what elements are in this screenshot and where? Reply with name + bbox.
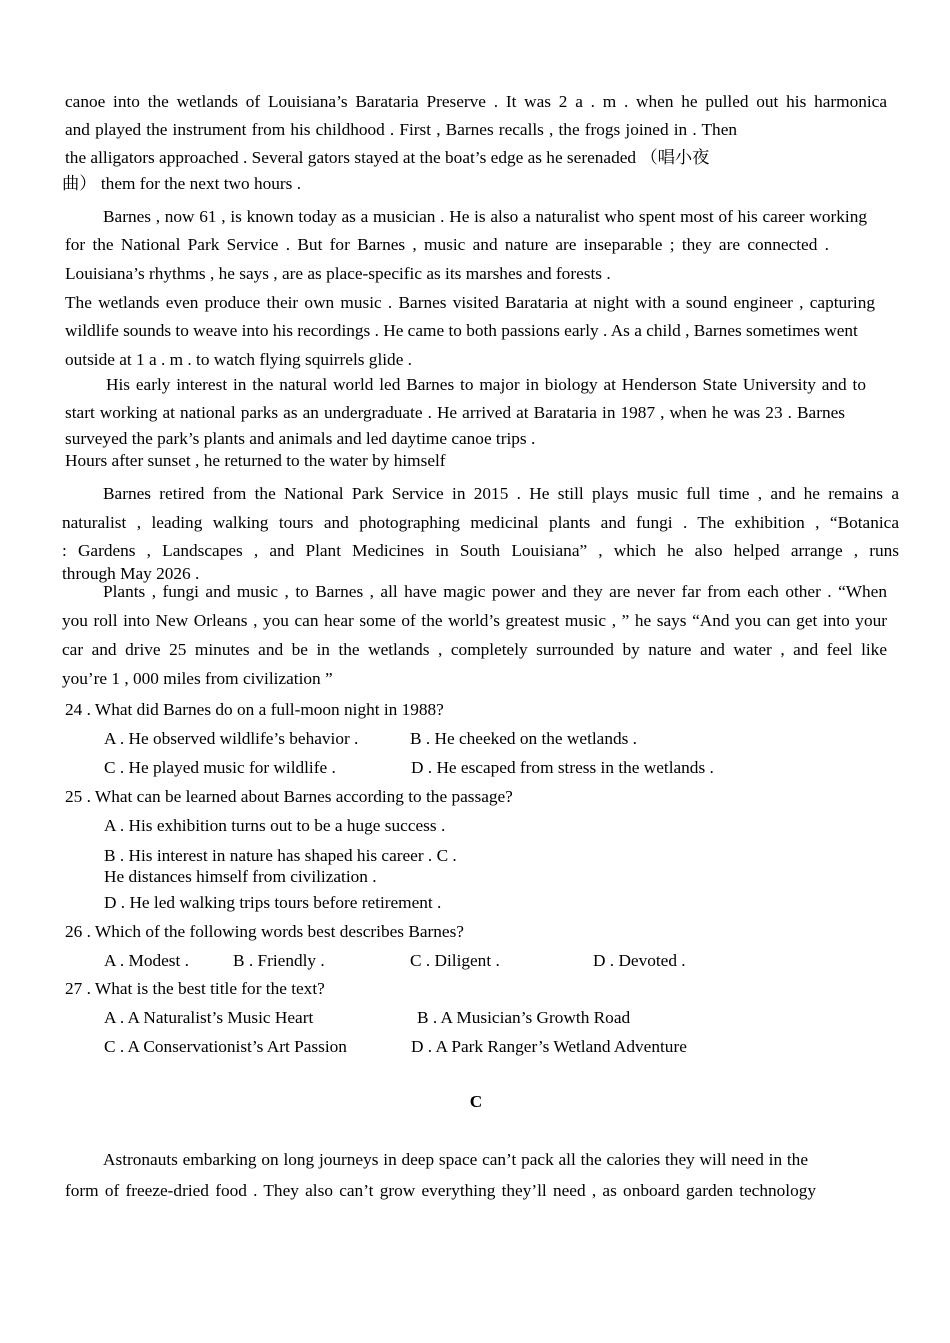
passage-b-line: the alligators approached . Several gators stayed at the boat’s edge as he serenaded （唱小夜 xyxy=(65,148,710,167)
passage-b-line: for the National Park Service . But for Barnes , music and nature are inseparable ; they are connected . xyxy=(65,235,829,254)
question-24-stem: 24 . What did Barnes do on a full-moon night in 1988? xyxy=(65,700,444,719)
question-24-option-d: D . He escaped from stress in the wetlands . xyxy=(411,758,714,777)
question-26-option-b: B . Friendly . xyxy=(233,951,325,970)
passage-b-line: car and drive 25 minutes and be in the wetlands , completely surrounded by nature and water , and feel like xyxy=(62,640,887,659)
passage-b-line: His early interest in the natural world led Barnes to major in biology at Henderson State University and to xyxy=(106,375,866,394)
passage-b-line: naturalist , leading walking tours and photographing medicinal plants and fungi . The exhibition , “Botanica xyxy=(62,513,899,532)
question-26-stem: 26 . Which of the following words best describes Barnes? xyxy=(65,922,464,941)
passage-b-line: Louisiana’s rhythms , he says , are as place-specific as its marshes and forests . xyxy=(65,264,611,283)
section-heading: C xyxy=(469,1092,483,1111)
passage-b-line: and played the instrument from his childhood . First , Barnes recalls , the frogs joined in . Then xyxy=(65,120,737,139)
question-27-stem: 27 . What is the best title for the text? xyxy=(65,979,325,998)
passage-b-line: Plants , fungi and music , to Barnes , all have magic power and they are never far from each other . “When xyxy=(103,582,887,601)
question-24-option-c: C . He played music for wildlife . xyxy=(104,758,336,777)
question-25-option-a: A . His exhibition turns out to be a huge success . xyxy=(104,816,446,835)
passage-b-line: : Gardens , Landscapes , and Plant Medicines in South Louisiana” , which he also helped arrange , runs xyxy=(62,541,899,560)
passage-c-line: Astronauts embarking on long journeys in deep space can’t pack all the calories they will need in the xyxy=(103,1150,808,1169)
passage-b-line: Hours after sunset , he returned to the water by himself xyxy=(65,451,446,470)
passage-b-line: wildlife sounds to weave into his recordings . He came to both passions early . As a child , Barnes sometimes went xyxy=(65,321,858,340)
question-25-option-c: He distances himself from civilization . xyxy=(104,867,377,886)
passage-c-line: form of freeze-dried food . They also can’t grow everything they’ll need , as onboard garden technology xyxy=(65,1181,816,1200)
question-26-option-a: A . Modest . xyxy=(104,951,189,970)
passage-b-line: The wetlands even produce their own music . Barnes visited Barataria at night with a sound engineer , capturing xyxy=(65,293,875,312)
question-27-option-d: D . A Park Ranger’s Wetland Adventure xyxy=(411,1037,687,1056)
question-26-option-d: D . Devoted . xyxy=(593,951,686,970)
passage-b-line: start working at national parks as an undergraduate . He arrived at Barataria in 1987 , when he was 23 . Barnes xyxy=(65,403,845,422)
passage-b-line: you roll into New Orleans , you can hear some of the world’s greatest music , ” he says “And you can get into your xyxy=(62,611,887,630)
passage-b-line: you’re 1 , 000 miles from civilization ” xyxy=(62,669,333,688)
question-27-option-b: B . A Musician’s Growth Road xyxy=(417,1008,631,1027)
question-25-option-b: B . His interest in nature has shaped his career . C . xyxy=(104,846,457,865)
passage-b-line: surveyed the park’s plants and animals and led daytime canoe trips . xyxy=(65,429,536,448)
passage-b-line: Barnes , now 61 , is known today as a musician . He is also a naturalist who spent most of his career working xyxy=(103,207,867,226)
passage-b-line: Barnes retired from the National Park Service in 2015 . He still plays music full time , and he remains a xyxy=(103,484,899,503)
passage-b-line: through May 2026 . xyxy=(62,564,200,583)
question-27-option-c: C . A Conservationist’s Art Passion xyxy=(104,1037,347,1056)
question-24-option-a: A . He observed wildlife’s behavior . xyxy=(104,729,359,748)
question-27-option-a: A . A Naturalist’s Music Heart xyxy=(104,1008,314,1027)
passage-b-line: 曲） them for the next two hours . xyxy=(62,174,302,193)
passage-b-line: canoe into the wetlands of Louisiana’s Barataria Preserve . It was 2 a . m . when he pulled out his harmonica xyxy=(65,92,887,111)
question-25-stem: 25 . What can be learned about Barnes according to the passage? xyxy=(65,787,513,806)
question-25-option-d: D . He led walking trips tours before retirement . xyxy=(104,893,442,912)
passage-b-line: outside at 1 a . m . to watch flying squirrels glide . xyxy=(65,350,413,369)
question-26-option-c: C . Diligent . xyxy=(410,951,500,970)
question-24-option-b: B . He cheeked on the wetlands . xyxy=(410,729,637,748)
